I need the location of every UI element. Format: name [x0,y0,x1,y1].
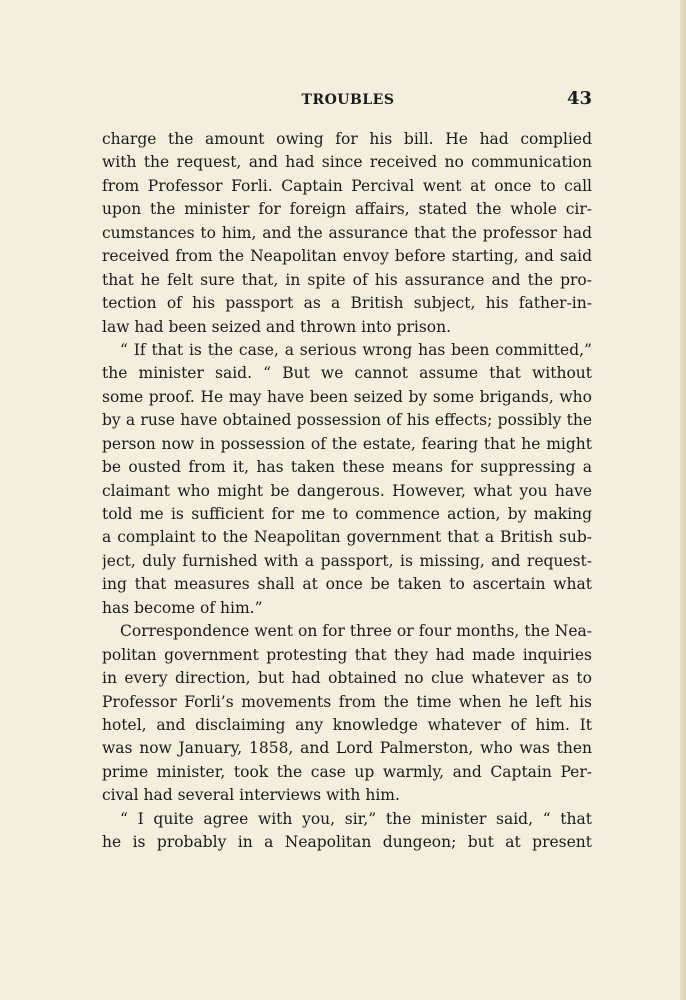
text-line: some proof. He may have been seized by some brigands, who [102,387,592,406]
text-line: was now January, 1858, and Lord Palmerston, who was then [102,739,592,758]
text-line: a complaint to the Neapolitan government that a British sub- [102,528,592,547]
text-line: with the request, and had since received no communication [102,153,592,172]
text-line: from Professor Forli. Captain Percival went at once to call [102,176,592,195]
text-line: hotel, and disclaiming any knowledge whatever of him. It [102,715,592,734]
text-line: that he felt sure that, in spite of his assurance and the pro- [102,270,592,289]
text-line: Professor Forli’s movements from the time when he left his [102,692,592,711]
text-line: be ousted from it, has taken these means for suppressing a [102,458,592,477]
text-line: he is probably in a Neapolitan dungeon; but at present [102,833,592,852]
running-title: TROUBLES [301,92,395,108]
text-line: has become of him.” [102,598,263,617]
text-line: cumstances to him, and the assurance that the professor had [102,223,592,242]
text-line: by a ruse have obtained possession of his effects; possibly the [102,411,592,430]
text-line: ject, duly furnished with a passport, is missing, and request- [102,551,592,570]
text-line: the minister said. “ But we cannot assume that without [102,364,592,383]
text-line: “ I quite agree with you, sir,” the minister said, “ that [120,809,592,828]
text-line: politan government protesting that they had made inquiries [102,645,592,664]
body-text [102,128,592,855]
text-line: “ If that is the case, a serious wrong has been committed,” [120,340,592,359]
text-line: claimant who might be dangerous. However, what you have [102,481,592,500]
page-edge [680,0,686,1000]
text-line: law had been seized and thrown into prison. [102,317,452,336]
text-line: person now in possession of the estate, fearing that he might [102,434,592,453]
text-line: cival had several interviews with him. [102,786,400,805]
running-head [100,88,596,110]
text-line: upon the minister for foreign affairs, stated the whole cir- [102,200,592,219]
text-line: Correspondence went on for three or four months, the Nea- [120,622,592,641]
text-line: received from the Neapolitan envoy before starting, and said [102,247,592,266]
text-line: charge the amount owing for his bill. He had complied [102,130,592,148]
text-line: prime minister, took the case up warmly, and Captain Per- [102,762,592,781]
text-line: in every direction, but had obtained no clue whatever as to [102,669,592,688]
text-line: ing that measures shall at once be taken to ascertain what [102,575,592,594]
text-line: tection of his passport as a British subject, his father-in- [102,294,592,313]
text-line: told me is sufficient for me to commence action, by making [102,505,592,523]
page-number: 43 [566,88,592,109]
